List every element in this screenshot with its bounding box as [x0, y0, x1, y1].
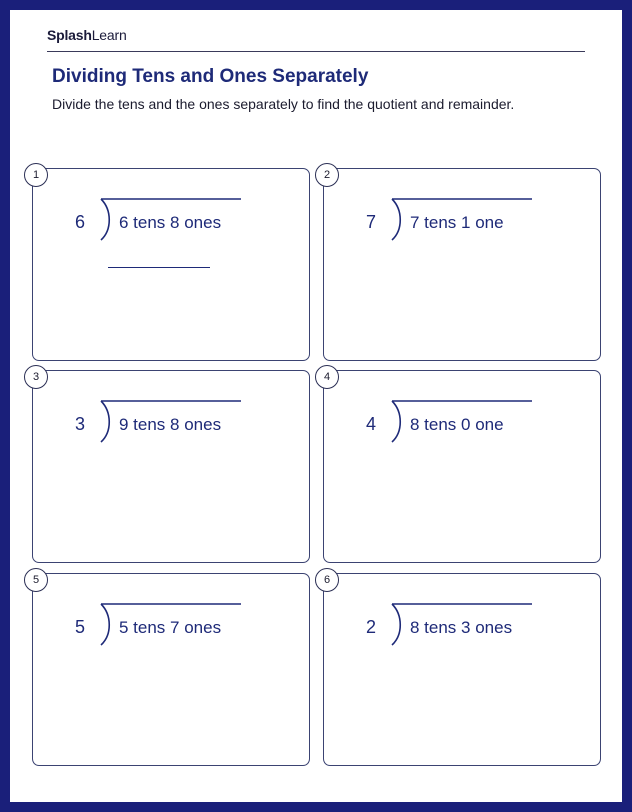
problem-number-badge: 1 — [24, 163, 48, 187]
problem-card-4 — [323, 370, 601, 563]
header-divider — [47, 51, 585, 52]
dividend: 7 tens 1 one — [410, 213, 504, 232]
problem-card-3 — [32, 370, 310, 563]
problem-number-badge: 3 — [24, 365, 48, 389]
worksheet — [10, 10, 622, 802]
problem-number-badge: 4 — [315, 365, 339, 389]
divisor: 7 — [366, 212, 377, 232]
problem-card-5 — [32, 573, 310, 766]
page-title: Dividing Tens and Ones Separately — [52, 66, 369, 87]
divisor: 6 — [75, 212, 86, 232]
divisor: 5 — [75, 617, 86, 637]
divisor: 3 — [75, 414, 86, 434]
problem-number-badge: 2 — [315, 163, 339, 187]
problem-number-badge: 6 — [315, 568, 339, 592]
divisor: 4 — [366, 414, 377, 434]
instructions: Divide the tens and the ones separately to find the quotient and remainder. — [52, 96, 515, 112]
brand-logo: SplashLearn — [47, 27, 127, 43]
problem-card-1 — [32, 168, 310, 361]
answer-line[interactable] — [108, 267, 210, 268]
dividend: 8 tens 3 ones — [410, 618, 513, 637]
dividend: 8 tens 0 one — [410, 415, 504, 434]
dividend: 9 tens 8 ones — [119, 415, 222, 434]
dividend: 5 tens 7 ones — [119, 618, 222, 637]
problem-card-6 — [323, 573, 601, 766]
divisor: 2 — [366, 617, 377, 637]
problem-number-badge: 5 — [24, 568, 48, 592]
problem-card-2 — [323, 168, 601, 361]
dividend: 6 tens 8 ones — [119, 213, 222, 232]
